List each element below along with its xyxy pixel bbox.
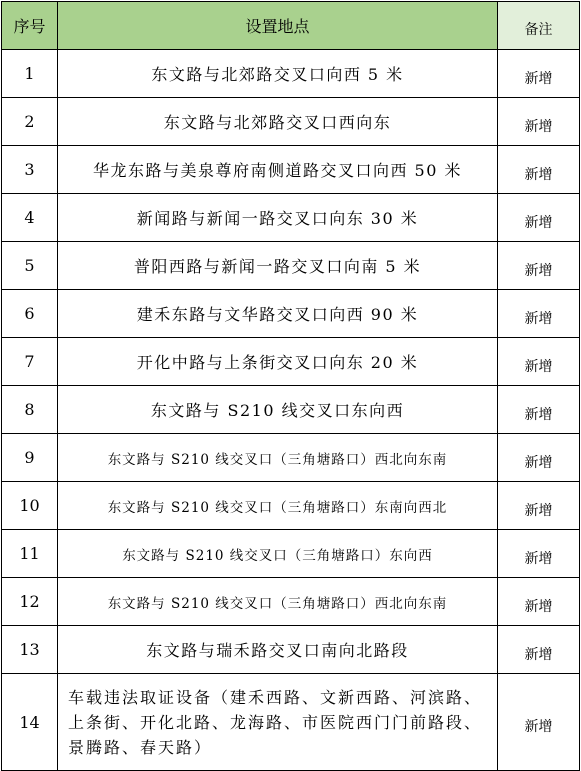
row-index: 14 bbox=[2, 674, 58, 771]
table-row bbox=[2, 290, 580, 338]
row-index: 2 bbox=[2, 98, 58, 146]
row-note: 新增 bbox=[498, 194, 580, 242]
row-note: 新增 bbox=[498, 50, 580, 98]
table-row bbox=[2, 98, 580, 146]
row-note: 新增 bbox=[498, 434, 580, 482]
row-location: 建禾东路与文华路交叉口向西 90 米 bbox=[58, 290, 498, 338]
row-location: 东文路与 S210 线交叉口东向西 bbox=[58, 386, 498, 434]
row-index: 10 bbox=[2, 482, 58, 530]
row-index: 9 bbox=[2, 434, 58, 482]
row-location: 东文路与北郊路交叉口西向东 bbox=[58, 98, 498, 146]
table-row bbox=[2, 626, 580, 674]
row-location: 东文路与 S210 线交叉口（三角塘路口）东向西 bbox=[58, 530, 498, 578]
row-index: 7 bbox=[2, 338, 58, 386]
header-location: 设置地点 bbox=[58, 2, 498, 50]
row-location: 东文路与 S210 线交叉口（三角塘路口）西北向东南 bbox=[58, 578, 498, 626]
row-note: 新增 bbox=[498, 386, 580, 434]
row-note: 新增 bbox=[498, 482, 580, 530]
table-row bbox=[2, 386, 580, 434]
row-location: 东文路与北郊路交叉口向西 5 米 bbox=[58, 50, 498, 98]
row-note: 新增 bbox=[498, 626, 580, 674]
row-index: 8 bbox=[2, 386, 58, 434]
row-location: 新闻路与新闻一路交叉口向东 30 米 bbox=[58, 194, 498, 242]
row-index: 13 bbox=[2, 626, 58, 674]
row-index: 12 bbox=[2, 578, 58, 626]
table-row bbox=[2, 674, 580, 771]
row-index: 4 bbox=[2, 194, 58, 242]
table-row bbox=[2, 194, 580, 242]
location-table bbox=[1, 1, 580, 771]
row-note: 新增 bbox=[498, 98, 580, 146]
row-index: 3 bbox=[2, 146, 58, 194]
row-location: 开化中路与上条街交叉口向东 20 米 bbox=[58, 338, 498, 386]
row-index: 6 bbox=[2, 290, 58, 338]
row-location: 华龙东路与美泉尊府南侧道路交叉口向西 50 米 bbox=[58, 146, 498, 194]
row-index: 1 bbox=[2, 50, 58, 98]
row-note: 新增 bbox=[498, 146, 580, 194]
row-note: 新增 bbox=[498, 338, 580, 386]
table-row bbox=[2, 578, 580, 626]
table-row bbox=[2, 434, 580, 482]
row-location: 东文路与 S210 线交叉口（三角塘路口）西北向东南 bbox=[58, 434, 498, 482]
table-row bbox=[2, 530, 580, 578]
header-note: 备注 bbox=[498, 2, 580, 50]
row-location: 普阳西路与新闻一路交叉口向南 5 米 bbox=[58, 242, 498, 290]
table-row bbox=[2, 242, 580, 290]
row-index: 11 bbox=[2, 530, 58, 578]
table-row bbox=[2, 50, 580, 98]
row-location: 东文路与瑞禾路交叉口南向北路段 bbox=[58, 626, 498, 674]
row-location: 车载违法取证设备（建禾西路、文新西路、河滨路、上条街、开化北路、龙海路、市医院西门门前路段、景腾路、春天路） bbox=[58, 674, 498, 771]
table-row bbox=[2, 338, 580, 386]
row-note: 新增 bbox=[498, 674, 580, 771]
table-row bbox=[2, 482, 580, 530]
table-row bbox=[2, 146, 580, 194]
row-location: 东文路与 S210 线交叉口（三角塘路口）东南向西北 bbox=[58, 482, 498, 530]
row-index: 5 bbox=[2, 242, 58, 290]
row-note: 新增 bbox=[498, 242, 580, 290]
row-note: 新增 bbox=[498, 290, 580, 338]
header-index: 序号 bbox=[2, 2, 58, 50]
row-note: 新增 bbox=[498, 578, 580, 626]
row-note: 新增 bbox=[498, 530, 580, 578]
table-header-row bbox=[2, 2, 580, 50]
